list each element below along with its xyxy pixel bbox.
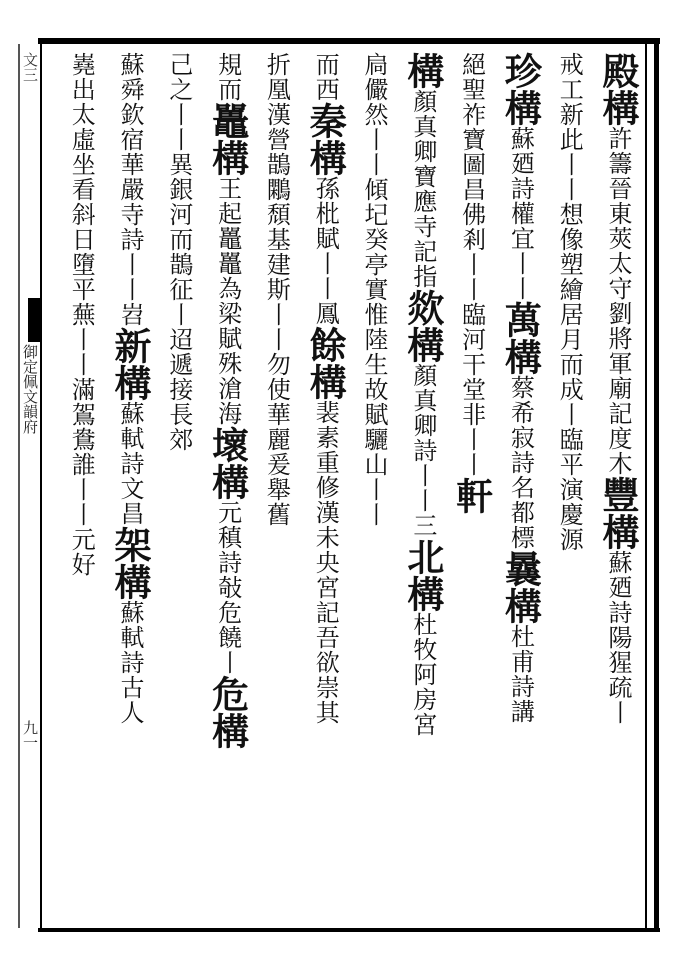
dictionary-text-body (56, 52, 642, 924)
headword: 危構 (205, 675, 250, 749)
text-column (154, 52, 203, 924)
headword: 鼉構 (205, 102, 250, 176)
text-column (105, 52, 154, 924)
citation-text: 蔡希寂詩名都標 (506, 375, 535, 550)
citation-text: 顏真卿詩丨丨三 (408, 363, 437, 538)
headword: 構 (400, 52, 445, 89)
citation-text: 佛剎丨丨臨河干 (457, 202, 486, 377)
citation-text: 裴素重修漢未央宮記吾欲崇其 (311, 400, 340, 725)
headword: 軒 (449, 477, 494, 514)
citation-text: 丨迢遞接長郊 (164, 302, 193, 452)
headword: 萬構 (498, 301, 543, 375)
text-column (252, 52, 301, 924)
headword: 珍構 (498, 52, 543, 126)
citation-text: 凰漢營鵲鷴 (262, 77, 291, 202)
frame-right-rule (654, 38, 659, 932)
fold-book-title: 御定佩文韻府 (21, 344, 39, 434)
headword: 餘構 (303, 326, 348, 400)
text-column (447, 52, 496, 924)
citation-text: 之丨丨異銀河而鵲征 (164, 77, 193, 302)
citation-text: 杜甫詩講 (506, 624, 535, 724)
text-column (349, 52, 398, 924)
frame-right-inner-rule (645, 44, 647, 928)
citation-text: 而西 (311, 52, 340, 102)
citation-text: 蘇舜欽宿華嚴寺詩丨丨岧 (116, 52, 145, 327)
text-column (203, 52, 252, 924)
frame-left-rule (40, 44, 42, 928)
citation-text: 杜牧阿房宮 (408, 612, 437, 737)
citation-text: 許籌晉東莢太守劉將軍廟記度木 (604, 126, 632, 476)
citation-text: 扃儼然丨丨傾圮 (360, 52, 389, 227)
headword: 殿構 (596, 52, 640, 126)
citation-text: 元稹詩敧危饒丨 (213, 500, 242, 675)
citation-text: 蘇軾詩古人 (116, 600, 145, 725)
citation-text: 戒工新此丨丨想像塑繪居月而成 (555, 52, 584, 402)
fold-page-number: 九一 (21, 720, 39, 750)
text-column (544, 52, 593, 924)
headword: 秦構 (303, 102, 348, 176)
citation-text: 頹基建斯丨丨勿使華麗爰舉舊 (262, 202, 291, 527)
headword: 曩構 (498, 550, 543, 624)
citation-text: 王起鼉鼉為梁賦殊滄海 (213, 176, 242, 426)
headword: 壞構 (205, 426, 250, 500)
headword: 新構 (108, 327, 153, 401)
citation-text: 癸亭實惟陸生故 (360, 227, 389, 402)
citation-text: 孫枇賦丨丨鳳 (311, 176, 340, 326)
citation-text: 丨臨平演慶源 (555, 402, 584, 552)
citation-text: 絕聖祚寶圖昌 (457, 52, 486, 202)
citation-text: 丨丨滿鴐鴦 (67, 327, 96, 452)
citation-text: 誰丨丨元好 (67, 452, 96, 577)
headword: 北構 (400, 538, 445, 612)
headword: 豐構 (596, 476, 640, 550)
citation-text: 己 (164, 52, 193, 77)
citation-text: 蘇廼詩權宜丨丨 (506, 126, 535, 301)
citation-text: 賦驪山丨丨 (360, 402, 389, 527)
fold-fishtail-mark (28, 298, 42, 342)
frame-bottom-rule (38, 928, 660, 932)
text-column (496, 52, 545, 924)
citation-text: 嶤出太虛坐看斜日墮平蕪 (67, 52, 96, 327)
citation-text: 蘇廼詩陽猩疏丨 (604, 550, 632, 725)
citation-text: 堂非丨丨 (457, 377, 486, 477)
citation-text: 指 (408, 264, 437, 289)
frame-top-rule (38, 38, 660, 44)
text-column (56, 52, 105, 924)
text-column (398, 52, 447, 924)
citation-text: 規而 (213, 52, 242, 102)
text-column (593, 52, 642, 924)
text-column (300, 52, 349, 924)
fold-header: 文三 (21, 52, 39, 82)
headword: 欻構 (400, 289, 445, 363)
citation-text: 顏真卿寶應寺記 (408, 89, 437, 264)
citation-text: 折 (262, 52, 291, 77)
citation-text: 蘇軾詩文昌 (116, 401, 145, 526)
headword: 架構 (108, 526, 153, 600)
